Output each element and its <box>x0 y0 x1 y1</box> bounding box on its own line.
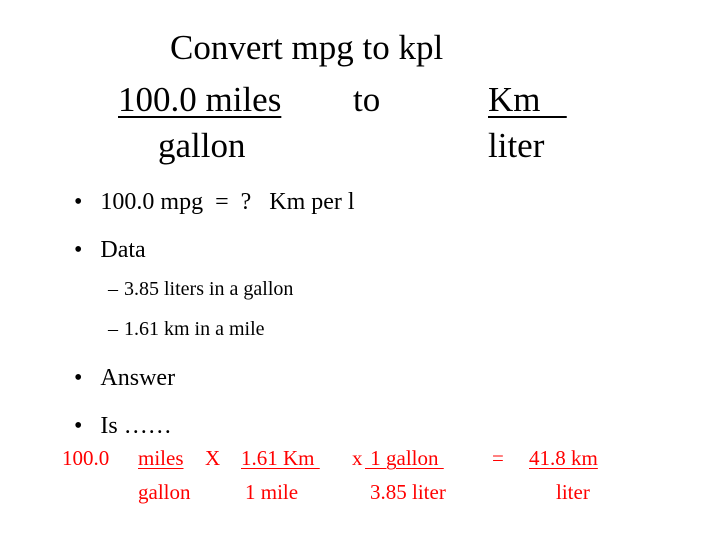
slide-title: Convert mpg to kpl <box>170 28 444 67</box>
equation-km: 1.61 Km <box>241 446 320 470</box>
bullet-text-question: 100.0 mpg = ? Km per l <box>100 189 355 215</box>
bullet-text-data: Data <box>100 237 146 263</box>
title-numerator-miles: 100.0 miles <box>118 80 282 119</box>
title-to: to <box>353 80 381 119</box>
bullet-icon: • <box>74 365 83 391</box>
equation-miles: miles <box>138 446 184 470</box>
sub-bullet-km <box>98 299 265 339</box>
sub-bullet-liters <box>98 259 293 299</box>
bullet-item-answer <box>62 342 175 390</box>
sub-bullet-text-km: 1.61 km in a mile <box>124 318 265 340</box>
equation-den-gallon: gallon <box>138 480 191 504</box>
equation-result: 41.8 km <box>529 446 598 470</box>
dash-icon: – <box>108 278 118 300</box>
equation-times-1: X <box>205 446 221 470</box>
bullet-item-question <box>62 166 355 214</box>
equation-equals: = <box>492 446 504 470</box>
bullet-item-data <box>62 214 146 262</box>
bullet-text-answer: Answer <box>100 365 176 391</box>
bullet-icon: • <box>74 237 83 263</box>
bullet-text-is: Is …… <box>100 413 172 439</box>
equation-times-2: x <box>352 446 363 470</box>
title-numerator-km: Km <box>488 80 567 119</box>
equation-den-result: liter <box>556 480 590 504</box>
sub-bullet-text-liters: 3.85 liters in a gallon <box>124 278 294 300</box>
title-denominator-gallon: gallon <box>158 126 246 165</box>
dash-icon: – <box>108 318 118 340</box>
equation-lead: 100.0 <box>62 446 110 470</box>
equation-gallon: 1 gallon <box>365 446 444 470</box>
equation-den-liter: 3.85 liter <box>370 480 446 504</box>
bullet-icon: • <box>74 413 83 439</box>
equation-den-mile: 1 mile <box>245 480 299 504</box>
bullet-icon: • <box>74 189 83 215</box>
bullet-item-is <box>62 390 172 438</box>
title-denominator-liter: liter <box>488 126 545 165</box>
